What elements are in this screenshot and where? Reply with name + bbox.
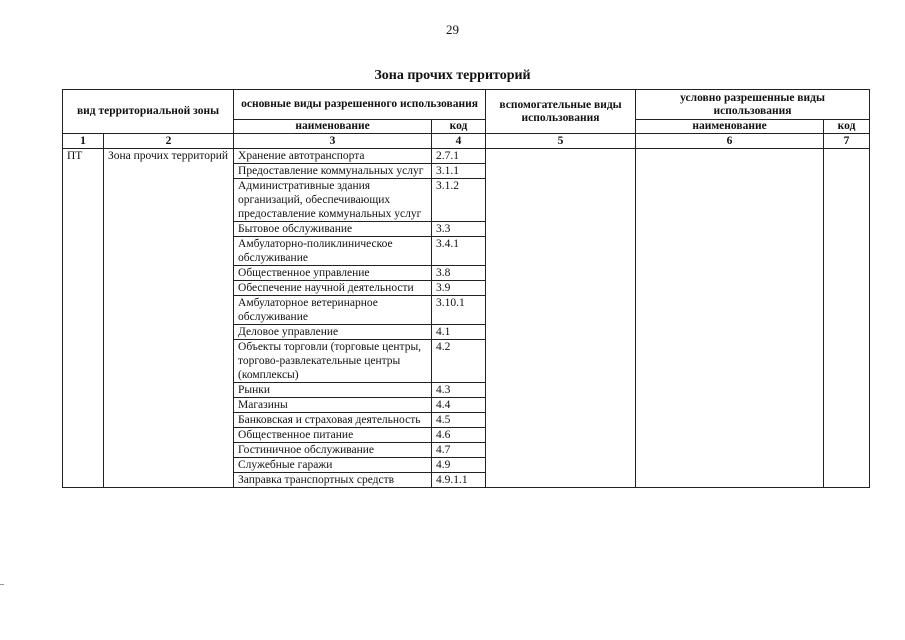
main-use-code: 3.4.1 (432, 237, 486, 266)
main-use-name: Рынки (234, 383, 432, 398)
table-row (63, 149, 870, 164)
main-use-code: 4.2 (432, 340, 486, 383)
page-number: 29 (446, 22, 459, 37)
main-use-name: Гостиничное обслуживание (234, 443, 432, 458)
main-use-name: Общественное управление (234, 266, 432, 281)
main-use-code: 3.1.1 (432, 164, 486, 179)
main-use-name: Бытовое обслуживание (234, 222, 432, 237)
main-use-name: Административные здания организаций, обеспечивающих предоставление коммунальных услуг (234, 179, 432, 222)
document-title: Зона прочих территорий (374, 68, 531, 83)
column-number: 1 (63, 134, 104, 149)
margin-mark (0, 584, 4, 585)
main-use-code: 4.9 (432, 458, 486, 473)
main-use-code: 4.5 (432, 413, 486, 428)
column-number: 5 (486, 134, 636, 149)
conditional-code-cell (824, 149, 870, 488)
aux-uses-cell (486, 149, 636, 488)
main-use-code: 2.7.1 (432, 149, 486, 164)
main-use-code: 4.9.1.1 (432, 473, 486, 488)
main-use-name: Банковская и страховая деятельность (234, 413, 432, 428)
main-use-code: 3.10.1 (432, 296, 486, 325)
main-use-name: Предоставление коммунальных услуг (234, 164, 432, 179)
main-use-name: Обеспечение научной деятельности (234, 281, 432, 296)
column-number: 2 (104, 134, 234, 149)
main-use-name: Амбулаторное ветеринарное обслуживание (234, 296, 432, 325)
header-conditional-uses: условно разрешенные виды использования (636, 90, 870, 120)
main-use-name: Общественное питание (234, 428, 432, 443)
column-number: 7 (824, 134, 870, 149)
main-use-name: Объекты торговли (торговые центры, торгово-развлекательные центры (комплексы) (234, 340, 432, 383)
header-conditional-name: наименование (636, 120, 824, 134)
conditional-name-cell (636, 149, 824, 488)
main-use-name: Амбулаторно-поликлиническое обслуживание (234, 237, 432, 266)
main-use-code: 3.9 (432, 281, 486, 296)
main-use-name: Хранение автотранспорта (234, 149, 432, 164)
main-use-code: 4.7 (432, 443, 486, 458)
header-main-uses: основные виды разрешенного использования (234, 90, 486, 120)
column-number: 6 (636, 134, 824, 149)
header-main-code: код (432, 120, 486, 134)
header-aux-uses: вспомогательные виды использования (486, 90, 636, 134)
main-use-name: Заправка транспортных средств (234, 473, 432, 488)
header-zone-type: вид территориальной зоны (63, 90, 234, 134)
main-use-name: Деловое управление (234, 325, 432, 340)
zone-name: Зона прочих территорий (104, 149, 234, 488)
main-use-code: 3.1.2 (432, 179, 486, 222)
main-use-code: 3.8 (432, 266, 486, 281)
main-use-name: Служебные гаражи (234, 458, 432, 473)
main-use-code: 3.3 (432, 222, 486, 237)
header-main-name: наименование (234, 120, 432, 134)
main-use-code: 4.4 (432, 398, 486, 413)
main-use-code: 4.1 (432, 325, 486, 340)
zone-code: ПТ (63, 149, 104, 488)
main-use-code: 4.6 (432, 428, 486, 443)
column-number: 4 (432, 134, 486, 149)
header-conditional-code: код (824, 120, 870, 134)
main-use-name: Магазины (234, 398, 432, 413)
column-number: 3 (234, 134, 432, 149)
zone-table (62, 89, 870, 488)
main-use-code: 4.3 (432, 383, 486, 398)
